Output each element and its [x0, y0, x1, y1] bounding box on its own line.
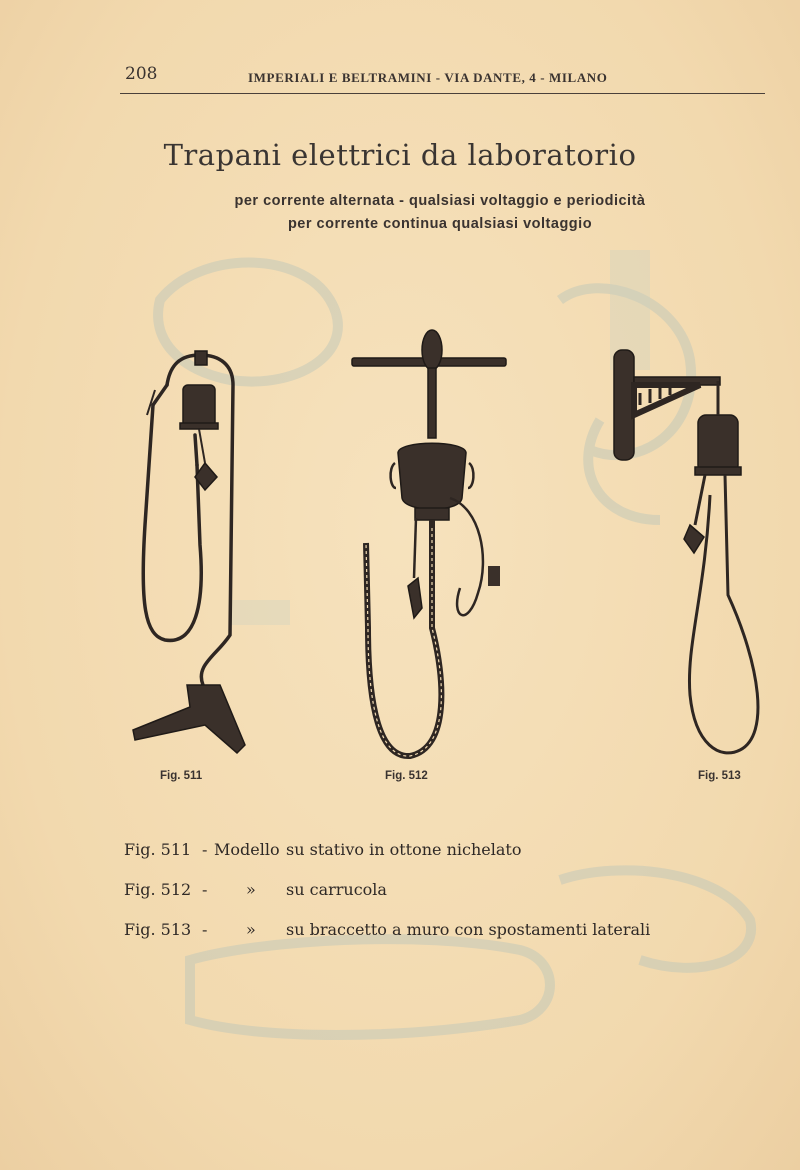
subtitle-line-2: per corrente continua qualsiasi voltaggio — [287, 216, 593, 232]
subtitle-line-1: per corrente alternata - qualsiasi voltaggio e periodicità — [234, 193, 646, 209]
caption-dash: - — [202, 920, 208, 939]
caption-ditto: » — [246, 920, 256, 939]
page-header — [120, 62, 765, 96]
header-rule — [120, 93, 765, 94]
figure-label-511: Fig. 511 — [160, 770, 203, 782]
caption-dash: - — [202, 840, 208, 859]
drill-on-pulley-illustration — [350, 328, 510, 763]
caption-text: su braccetto a muro con spostamenti laterali — [286, 920, 651, 939]
caption-dash: - — [202, 880, 208, 899]
drill-on-stand-illustration — [125, 345, 255, 765]
caption-text: su carrucola — [286, 880, 387, 899]
caption-fig: Fig. 512 — [124, 880, 192, 899]
caption-ditto: Modello — [214, 840, 280, 859]
caption-fig: Fig. 511 — [124, 840, 192, 859]
caption-ditto: » — [246, 880, 256, 899]
figure-label-512: Fig. 512 — [385, 770, 428, 782]
caption-text: su stativo in ottone nichelato — [286, 840, 522, 859]
figure-label-513: Fig. 513 — [698, 770, 741, 782]
page-number: 208 — [125, 64, 158, 84]
drill-on-wall-bracket-illustration — [610, 345, 770, 765]
caption-fig: Fig. 513 — [124, 920, 192, 939]
publisher-line: IMPERIALI E BELTRAMINI - VIA DANTE, 4 - MILANO — [248, 70, 608, 85]
page-title: Trapani elettrici da laboratorio — [163, 138, 637, 172]
